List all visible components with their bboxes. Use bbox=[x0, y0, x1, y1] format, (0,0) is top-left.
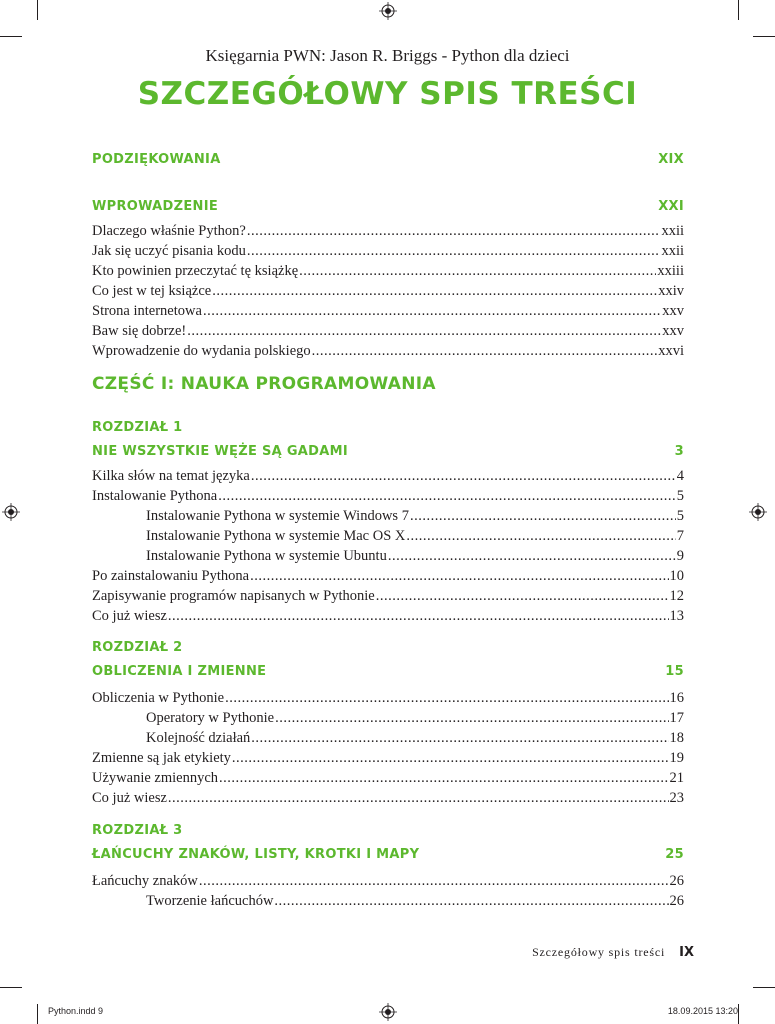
dot-leader bbox=[225, 688, 668, 708]
entry-page: 23 bbox=[669, 790, 684, 806]
dot-leader bbox=[203, 301, 661, 321]
entry-label: Jak się uczyć pisania kodu bbox=[92, 243, 246, 259]
toc-entry[interactable] bbox=[92, 281, 684, 301]
chapter-number: ROZDZIAŁ 3 bbox=[92, 823, 183, 838]
dot-leader bbox=[187, 321, 661, 341]
heading-label: WPROWADZENIE bbox=[92, 199, 219, 214]
toc-entry[interactable] bbox=[92, 748, 684, 768]
toc-entry[interactable] bbox=[92, 486, 684, 506]
running-header: Księgarnia PWN: Jason R. Briggs - Python dla dzieci bbox=[205, 46, 570, 65]
crop-mark bbox=[753, 987, 775, 988]
toc-entry[interactable] bbox=[92, 241, 684, 261]
dot-leader bbox=[212, 281, 657, 301]
page-title: SZCZEGÓŁOWY SPIS TREŚCI bbox=[137, 76, 638, 112]
chapter-number: ROZDZIAŁ 1 bbox=[92, 420, 183, 435]
chapter-title: OBLICZENIA I ZMIENNE bbox=[92, 664, 267, 679]
entry-label: Kolejność działań bbox=[146, 730, 251, 746]
dot-leader bbox=[232, 748, 669, 768]
entry-page: 16 bbox=[669, 690, 684, 706]
dot-leader bbox=[388, 546, 676, 566]
chapter-page: 25 bbox=[665, 847, 684, 862]
entry-label: Operatory w Pythonie bbox=[146, 710, 275, 726]
crop-mark bbox=[738, 1004, 739, 1024]
entry-label: Co już wiesz bbox=[92, 790, 167, 806]
toc-entry[interactable] bbox=[92, 566, 684, 586]
page-footer bbox=[532, 945, 694, 960]
entry-label: Łańcuchy znaków bbox=[92, 873, 198, 889]
toc-subentry[interactable] bbox=[146, 728, 684, 748]
crop-mark bbox=[738, 0, 739, 20]
entry-label: Co już wiesz bbox=[92, 608, 167, 624]
heading-label: PODZIĘKOWANIA bbox=[92, 152, 221, 167]
chapter-title: NIE WSZYSTKIE WĘŻE SĄ GADAMI bbox=[92, 444, 348, 459]
chapter-page: 15 bbox=[665, 664, 684, 679]
toc-heading-acknowledgements[interactable] bbox=[92, 150, 684, 170]
chapter-heading[interactable] bbox=[92, 845, 684, 865]
dot-leader bbox=[247, 241, 661, 261]
entry-page: 17 bbox=[669, 710, 684, 726]
toc-subentry[interactable] bbox=[146, 891, 684, 911]
toc-entry[interactable] bbox=[92, 606, 684, 626]
entry-page: 9 bbox=[676, 548, 684, 564]
chapter-title: ŁAŃCUCHY ZNAKÓW, LISTY, KROTKI I MAPY bbox=[92, 847, 420, 862]
toc-entry[interactable] bbox=[92, 586, 684, 606]
dot-leader bbox=[299, 261, 656, 281]
toc-entry[interactable] bbox=[92, 261, 684, 281]
footer-section-title: Szczegółowy spis treści bbox=[532, 945, 666, 959]
entry-page: xxv bbox=[662, 323, 684, 339]
chapter-heading[interactable] bbox=[92, 442, 684, 462]
toc-subentry[interactable] bbox=[146, 506, 684, 526]
entry-label: Używanie zmiennych bbox=[92, 770, 219, 786]
chapter-heading[interactable] bbox=[92, 662, 684, 682]
entry-label: Instalowanie Pythona w systemie Mac OS X bbox=[146, 528, 406, 544]
entry-page: 10 bbox=[669, 568, 684, 584]
entry-label: Zmienne są jak etykiety bbox=[92, 750, 231, 766]
footer-page-number: IX bbox=[679, 945, 694, 960]
dot-leader bbox=[199, 871, 669, 891]
entry-label: Instalowanie Pythona w systemie Ubuntu bbox=[146, 548, 387, 564]
crop-mark bbox=[0, 36, 22, 37]
registration-mark-icon bbox=[749, 503, 767, 521]
entry-label: Dlaczego właśnie Python? bbox=[92, 223, 246, 239]
crop-mark bbox=[37, 1004, 38, 1024]
dot-leader bbox=[274, 891, 668, 911]
entry-label: Wprowadzenie do wydania polskiego bbox=[92, 343, 311, 359]
toc-entry[interactable] bbox=[92, 221, 684, 241]
registration-mark-icon bbox=[379, 2, 397, 20]
entry-page: xxv bbox=[662, 303, 684, 319]
entry-page: 26 bbox=[669, 893, 684, 909]
crop-mark bbox=[753, 36, 775, 37]
entry-page: 21 bbox=[669, 770, 684, 786]
entry-page: 19 bbox=[669, 750, 684, 766]
dot-leader bbox=[168, 606, 669, 626]
dot-leader bbox=[251, 728, 668, 748]
dot-leader bbox=[410, 506, 676, 526]
toc-subentry[interactable] bbox=[146, 526, 684, 546]
entry-page: xxiv bbox=[658, 283, 684, 299]
dot-leader bbox=[168, 788, 669, 808]
crop-mark bbox=[37, 0, 38, 20]
entry-label: Strona internetowa bbox=[92, 303, 202, 319]
toc-entry[interactable] bbox=[92, 871, 684, 891]
toc-entry[interactable] bbox=[92, 688, 684, 708]
entry-page: xxii bbox=[661, 243, 684, 259]
dot-leader bbox=[247, 221, 661, 241]
dot-leader bbox=[250, 566, 668, 586]
entry-page: xxvi bbox=[658, 343, 684, 359]
entry-label: Obliczenia w Pythonie bbox=[92, 690, 225, 706]
print-slug-file: Python.indd 9 bbox=[48, 1006, 104, 1016]
entry-label: Kto powinien przeczytać tę książkę bbox=[92, 263, 299, 279]
entry-label: Baw się dobrze! bbox=[92, 323, 187, 339]
dot-leader bbox=[219, 768, 668, 788]
toc-heading-introduction[interactable] bbox=[92, 197, 684, 217]
entry-label: Zapisywanie programów napisanych w Pythonie bbox=[92, 588, 375, 604]
part-heading: CZĘŚĆ I: NAUKA PROGRAMOWANIA bbox=[92, 374, 436, 394]
entry-page: 12 bbox=[669, 588, 684, 604]
dot-leader bbox=[376, 586, 669, 606]
heading-page: XIX bbox=[658, 152, 684, 167]
entry-page: 18 bbox=[669, 730, 684, 746]
entry-label: Instalowanie Pythona w systemie Windows 7 bbox=[146, 508, 409, 524]
toc-subentry[interactable] bbox=[146, 708, 684, 728]
entry-label: Po zainstalowaniu Pythona bbox=[92, 568, 250, 584]
entry-label: Co jest w tej książce bbox=[92, 283, 212, 299]
entry-page: 5 bbox=[676, 508, 684, 524]
heading-page: XXI bbox=[658, 199, 684, 214]
entry-page: 13 bbox=[669, 608, 684, 624]
chapter-number: ROZDZIAŁ 2 bbox=[92, 640, 183, 655]
entry-label: Instalowanie Pythona bbox=[92, 488, 218, 504]
crop-mark bbox=[0, 987, 22, 988]
dot-leader bbox=[275, 708, 668, 728]
dot-leader bbox=[312, 341, 658, 361]
entry-page: xxiii bbox=[657, 263, 684, 279]
registration-mark-icon bbox=[2, 503, 20, 521]
entry-page: 4 bbox=[676, 468, 684, 484]
entry-page: xxii bbox=[661, 223, 684, 239]
entry-label: Tworzenie łańcuchów bbox=[146, 893, 274, 909]
toc-entry[interactable] bbox=[92, 768, 684, 788]
registration-mark-icon bbox=[379, 1003, 397, 1021]
entry-label: Kilka słów na temat języka bbox=[92, 468, 250, 484]
toc-subentry[interactable] bbox=[146, 546, 684, 566]
toc-entry[interactable] bbox=[92, 788, 684, 808]
dot-leader bbox=[218, 486, 676, 506]
entry-page: 5 bbox=[676, 488, 684, 504]
dot-leader bbox=[251, 466, 676, 486]
toc-entry[interactable] bbox=[92, 466, 684, 486]
chapter-page: 3 bbox=[674, 444, 684, 459]
toc-entry[interactable] bbox=[92, 321, 684, 341]
print-slug-datetime: 18.09.2015 13:20 bbox=[667, 1006, 738, 1016]
toc-entry[interactable] bbox=[92, 301, 684, 321]
toc-entry[interactable] bbox=[92, 341, 684, 361]
entry-page: 7 bbox=[676, 528, 684, 544]
entry-page: 26 bbox=[669, 873, 684, 889]
dot-leader bbox=[406, 526, 675, 546]
